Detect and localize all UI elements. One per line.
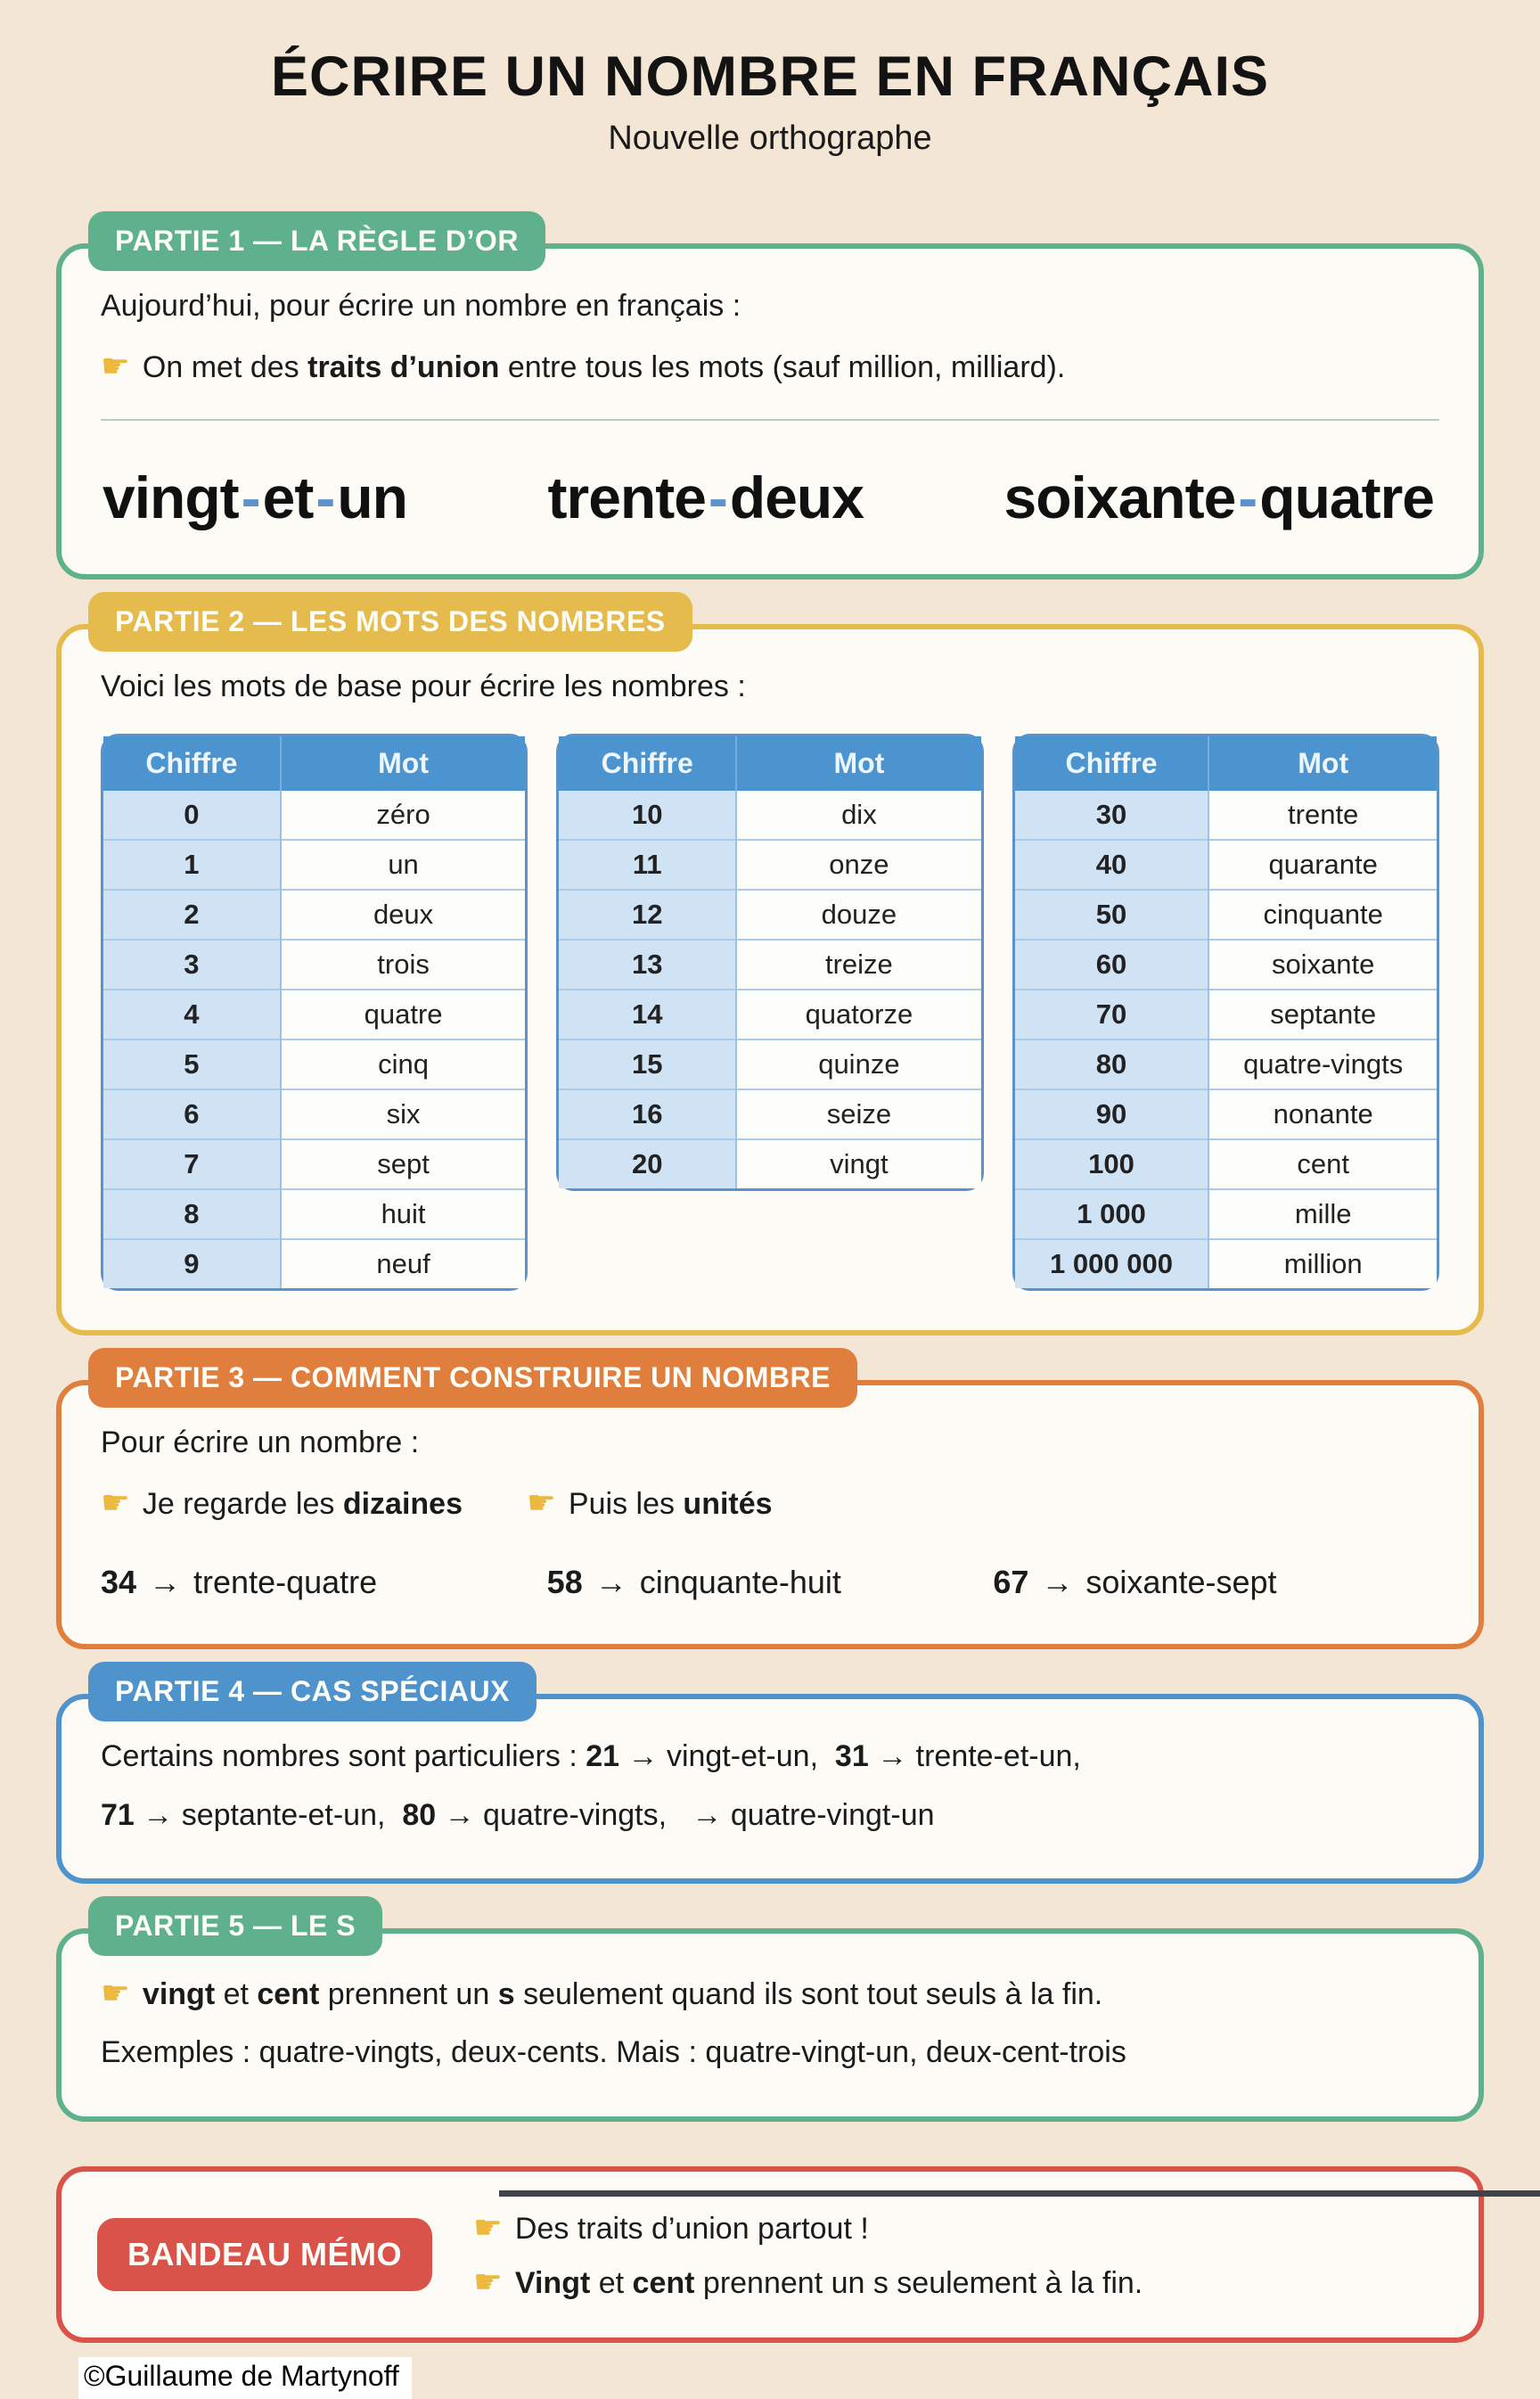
line2-t3: → quatre-vingt-un xyxy=(683,1797,935,1832)
table-header-row xyxy=(103,736,525,791)
partie-5-rule-line xyxy=(101,1969,1439,2017)
table-row xyxy=(559,840,980,890)
chiffre-cell: 12 xyxy=(559,890,736,940)
table-row xyxy=(559,890,980,940)
number-table-tens xyxy=(1012,734,1439,1291)
rule-bold-cent: cent xyxy=(257,1977,320,2012)
mot-cell: deux xyxy=(281,890,526,940)
rule-t3: seulement quand ils sont tout seuls à la fin. xyxy=(514,1977,1103,2012)
chiffre-cell: 7 xyxy=(103,1139,281,1189)
table-body xyxy=(559,791,980,1188)
mot-cell: nonante xyxy=(1208,1089,1437,1139)
table-row xyxy=(1015,940,1437,990)
rule-bold-vingt: vingt xyxy=(142,1977,216,2012)
mot-column-header: Mot xyxy=(736,736,981,791)
pointing-hand-icon: ☛ xyxy=(101,1483,130,1523)
hyphen-examples xyxy=(101,460,1439,547)
example-soixante-quatre xyxy=(1004,464,1434,531)
mot-cell: soixante xyxy=(1208,940,1437,990)
chiffre-column-header: Chiffre xyxy=(559,736,736,791)
number-table-teens xyxy=(556,734,983,1191)
partie-4-badge: PARTIE 4 — CAS SPÉCIAUX xyxy=(88,1662,537,1721)
partie-5-examples: Exemples : quatre-vingts, deux-cents. Mais : quatre-vingt-un, deux-cent-trois xyxy=(101,2035,1126,2070)
mot-cell: treize xyxy=(736,940,981,990)
table xyxy=(559,736,980,1188)
table-row xyxy=(103,1089,525,1139)
mot-cell: neuf xyxy=(281,1239,526,1288)
table-row xyxy=(1015,1039,1437,1089)
blue-hyphen: - xyxy=(315,464,335,530)
partie-2-badge: PARTIE 2 — LES MOTS DES NOMBRES xyxy=(88,592,692,652)
mot-cell: quatre xyxy=(281,990,526,1039)
mot-cell: quinze xyxy=(736,1039,981,1089)
line2-t1: → septante-et-un, xyxy=(134,1797,403,1832)
chiffre-cell: 5 xyxy=(103,1039,281,1089)
chiffre-cell: 50 xyxy=(1015,890,1209,940)
chiffre-cell: 16 xyxy=(559,1089,736,1139)
page-subtitle: Nouvelle orthographe xyxy=(608,119,932,157)
bandeau-memo-badge: BANDEAU MÉMO xyxy=(97,2218,432,2291)
mot-column-header: Mot xyxy=(281,736,526,791)
bullet2-t1: et xyxy=(590,2265,633,2300)
table-body xyxy=(103,791,525,1288)
arrow-icon: → xyxy=(1041,1564,1074,1601)
partie-1-rule-line xyxy=(101,342,1439,390)
table-row xyxy=(1015,890,1437,940)
blue-hyphen: - xyxy=(1238,464,1257,530)
mot-cell: trente xyxy=(1208,791,1437,840)
section-partie-5 xyxy=(56,1910,1484,2122)
arrow-icon: → xyxy=(594,1564,627,1601)
chiffre-cell: 0 xyxy=(103,791,281,840)
chiffre-cell: 40 xyxy=(1015,840,1209,890)
pointing-hand-icon: ☛ xyxy=(101,1974,130,2013)
mot-cell: seize xyxy=(736,1089,981,1139)
section-partie-2 xyxy=(56,604,1484,1335)
number-80: 80 xyxy=(402,1797,437,1832)
construction-examples xyxy=(101,1564,1439,1601)
rule-t1: et xyxy=(215,1977,258,2012)
line1-t2: → trente-et-un, xyxy=(868,1739,1081,1774)
table-row xyxy=(1015,1239,1437,1288)
poster-header xyxy=(0,0,1540,158)
mot-cell: dix xyxy=(736,791,981,840)
number-31: 31 xyxy=(834,1739,869,1774)
mot-cell: quarante xyxy=(1208,840,1437,890)
word-part: quatre xyxy=(1259,464,1434,530)
chiffre-cell: 60 xyxy=(1015,940,1209,990)
line2-t2: → quatre-vingts, xyxy=(436,1797,684,1832)
chiffre-cell: 8 xyxy=(103,1189,281,1239)
mot-cell: million xyxy=(1208,1239,1437,1288)
word-part: et xyxy=(262,464,314,530)
chiffre-column-header: Chiffre xyxy=(1015,736,1209,791)
bandeau-bullets xyxy=(473,2197,1143,2313)
arrow-icon: → xyxy=(149,1564,182,1601)
chiffre-cell: 11 xyxy=(559,840,736,890)
chiffre-cell: 100 xyxy=(1015,1139,1209,1189)
table xyxy=(1015,736,1437,1288)
example-word: cinquante-huit xyxy=(639,1564,841,1601)
chiffre-cell: 80 xyxy=(1015,1039,1209,1089)
number-71: 71 xyxy=(101,1797,135,1832)
mot-cell: six xyxy=(281,1089,526,1139)
chiffre-cell: 70 xyxy=(1015,990,1209,1039)
mot-cell: un xyxy=(281,840,526,890)
table-row xyxy=(559,940,980,990)
bullet2-bold: unités xyxy=(683,1487,773,1522)
blue-hyphen: - xyxy=(241,464,260,530)
pointing-hand-icon: ☛ xyxy=(473,2207,503,2247)
word-part: vingt xyxy=(102,464,239,530)
rule-pre: On met des xyxy=(142,350,308,385)
section-partie-4 xyxy=(56,1675,1484,1884)
divider-line xyxy=(101,419,1439,421)
mot-cell: mille xyxy=(1208,1189,1437,1239)
pointing-hand-icon: ☛ xyxy=(527,1483,556,1523)
example-58 xyxy=(547,1564,994,1601)
line1-pre: Certains nombres sont particuliers : xyxy=(101,1739,586,1774)
chiffre-cell: 20 xyxy=(559,1139,736,1188)
number-table-units xyxy=(101,734,528,1291)
table-row xyxy=(103,990,525,1039)
table-row xyxy=(559,990,980,1039)
line1-t1: → vingt-et-un, xyxy=(619,1739,835,1774)
partie-3-bullets xyxy=(101,1479,1439,1526)
bullet1-text: Des traits d’union partout ! xyxy=(514,2211,869,2246)
pointing-hand-icon: ☛ xyxy=(101,347,130,386)
table-row xyxy=(103,1189,525,1239)
chiffre-cell: 4 xyxy=(103,990,281,1039)
example-34 xyxy=(101,1564,547,1601)
word-part: deux xyxy=(729,464,864,530)
word-part: soixante xyxy=(1003,464,1236,530)
mot-cell: sept xyxy=(281,1139,526,1189)
table-row xyxy=(1015,1139,1437,1189)
table-row xyxy=(559,791,980,840)
bandeau-bullet-1 xyxy=(473,2204,1143,2251)
mot-column-header: Mot xyxy=(1208,736,1437,791)
partie-3-badge: PARTIE 3 — COMMENT CONSTRUIRE UN NOMBRE xyxy=(88,1348,857,1408)
partie-4-line-2 xyxy=(101,1794,1439,1837)
partie-3-intro: Pour écrire un nombre : xyxy=(101,1425,420,1459)
partie-2-intro: Voici les mots de base pour écrire les nombres : xyxy=(101,669,746,703)
chiffre-cell: 14 xyxy=(559,990,736,1039)
partie-1-intro: Aujourd’hui, pour écrire un nombre en français : xyxy=(101,289,741,323)
mot-cell: huit xyxy=(281,1189,526,1239)
mot-cell: cinq xyxy=(281,1039,526,1089)
word-part: un xyxy=(337,464,407,530)
chiffre-cell: 1 000 xyxy=(1015,1189,1209,1239)
table-body xyxy=(1015,791,1437,1288)
bullet2-pre: Puis les xyxy=(568,1487,684,1522)
mot-cell: zéro xyxy=(281,791,526,840)
number-tables xyxy=(101,734,1439,1291)
example-number: 34 xyxy=(101,1564,137,1601)
bullet1-bold: dizaines xyxy=(342,1487,463,1522)
example-word: trente-quatre xyxy=(193,1564,378,1601)
mot-cell: douze xyxy=(736,890,981,940)
table-header-row xyxy=(1015,736,1437,791)
word-part: trente xyxy=(547,464,706,530)
chiffre-cell: 2 xyxy=(103,890,281,940)
mot-cell: trois xyxy=(281,940,526,990)
table-head xyxy=(103,736,525,791)
table-row xyxy=(103,1039,525,1089)
table-row xyxy=(559,1089,980,1139)
bullet2-bold-vingt: Vingt xyxy=(514,2265,591,2300)
bullet2-bold-cent: cent xyxy=(632,2265,695,2300)
section-partie-1 xyxy=(56,225,1484,579)
chiffre-column-header: Chiffre xyxy=(103,736,281,791)
rule-bold: traits d’union xyxy=(307,350,500,385)
table-row xyxy=(1015,990,1437,1039)
example-word: soixante-sept xyxy=(1085,1564,1277,1601)
chiffre-cell: 6 xyxy=(103,1089,281,1139)
mot-cell: cinquante xyxy=(1208,890,1437,940)
example-trente-deux xyxy=(548,464,864,531)
mot-cell: onze xyxy=(736,840,981,890)
table-row xyxy=(1015,840,1437,890)
partie-4-line-1 xyxy=(101,1735,1439,1779)
blue-hyphen: - xyxy=(708,464,727,530)
credit-line: ©Guillaume de Martynoff xyxy=(78,2357,412,2399)
table xyxy=(103,736,525,1288)
example-number: 67 xyxy=(993,1564,1029,1601)
rule-bold-s: s xyxy=(497,1977,515,2012)
table-row xyxy=(1015,791,1437,840)
chiffre-cell: 10 xyxy=(559,791,736,840)
example-67 xyxy=(993,1564,1439,1601)
rule-t2: prennent un xyxy=(319,1977,498,2012)
chiffre-cell: 13 xyxy=(559,940,736,990)
chiffre-cell: 15 xyxy=(559,1039,736,1089)
table-row xyxy=(103,1139,525,1189)
table-head xyxy=(1015,736,1437,791)
table-row xyxy=(103,890,525,940)
table-row xyxy=(103,840,525,890)
number-21: 21 xyxy=(586,1739,620,1774)
table-row xyxy=(1015,1189,1437,1239)
mot-cell: vingt xyxy=(736,1139,981,1188)
page-title: ÉCRIRE UN NOMBRE EN FRANÇAIS xyxy=(270,45,1270,108)
mot-cell: septante xyxy=(1208,990,1437,1039)
table-row xyxy=(103,1239,525,1288)
table-row xyxy=(103,940,525,990)
table-row xyxy=(103,791,525,840)
chiffre-cell: 1 000 000 xyxy=(1015,1239,1209,1288)
pointing-hand-icon: ☛ xyxy=(473,2262,503,2301)
table-row xyxy=(559,1039,980,1089)
bullet1-pre: Je regarde les xyxy=(142,1487,343,1522)
chiffre-cell: 30 xyxy=(1015,791,1209,840)
chiffre-cell: 3 xyxy=(103,940,281,990)
bandeau-bullet-2 xyxy=(473,2258,1143,2305)
table-row xyxy=(1015,1089,1437,1139)
partie-1-badge: PARTIE 1 — LA RÈGLE D’OR xyxy=(88,211,545,271)
chiffre-cell: 9 xyxy=(103,1239,281,1288)
table-row xyxy=(559,1139,980,1188)
section-partie-3 xyxy=(56,1360,1484,1650)
chiffre-cell: 1 xyxy=(103,840,281,890)
table-header-row xyxy=(559,736,980,791)
bottom-edge-bar xyxy=(499,2190,1540,2197)
table-head xyxy=(559,736,980,791)
example-number: 58 xyxy=(546,1564,583,1601)
rule-post: entre tous les mots (sauf million, milliard). xyxy=(499,350,1066,385)
example-vingt-et-un xyxy=(102,464,407,531)
bullet2-t2: prennent un s seulement à la fin. xyxy=(694,2265,1143,2300)
partie-5-badge: PARTIE 5 — LE S xyxy=(88,1896,382,1956)
chiffre-cell: 90 xyxy=(1015,1089,1209,1139)
mot-cell: quatorze xyxy=(736,990,981,1039)
mot-cell: quatre-vingts xyxy=(1208,1039,1437,1089)
mot-cell: cent xyxy=(1208,1139,1437,1189)
